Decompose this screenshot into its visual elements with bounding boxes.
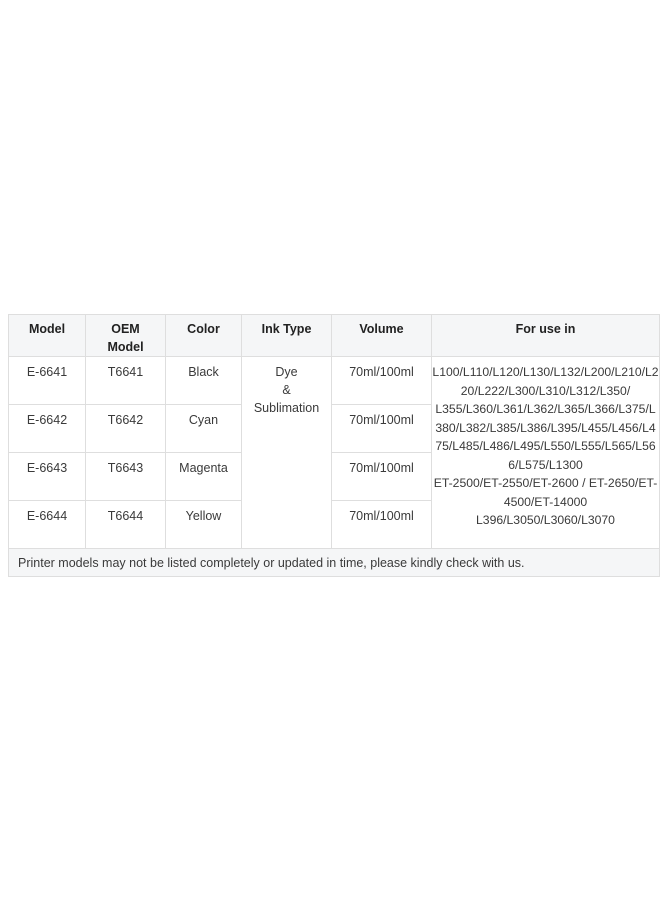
cell-for-use-in: [432, 357, 660, 549]
header-oem-model-line1: OEM: [111, 322, 140, 336]
header-for-use-in: For use in: [432, 315, 660, 357]
cell-oem-model: T6644: [86, 501, 166, 549]
ink-type-line2: &: [282, 383, 291, 397]
header-color: Color: [166, 315, 242, 357]
note-row: [9, 549, 660, 577]
cell-color: Black: [166, 357, 242, 405]
for-use-in-line: L396/L3050/L3060/L3070: [476, 513, 615, 527]
header-ink-type: Ink Type: [242, 315, 332, 357]
ink-type-line3: Sublimation: [253, 401, 320, 415]
table-row: [9, 357, 660, 405]
cell-volume: 70ml/100ml: [332, 501, 432, 549]
cell-ink-type: [242, 357, 332, 549]
ink-type-line1: Dye: [275, 365, 298, 379]
cell-color: Yellow: [166, 501, 242, 549]
compatibility-table: [8, 314, 660, 577]
header-oem-model: [86, 315, 166, 357]
header-model: Model: [9, 315, 86, 357]
cell-model: E-6643: [9, 453, 86, 501]
cell-model: E-6644: [9, 501, 86, 549]
cell-volume: 70ml/100ml: [332, 405, 432, 453]
header-oem-model-line2: Model: [107, 340, 144, 354]
cell-model: E-6642: [9, 405, 86, 453]
cell-oem-model: T6643: [86, 453, 166, 501]
for-use-in-line: L100/L110/L120/L130/L132/L200/L210/L220/L222/L300/L310/L312/L350/: [432, 365, 659, 398]
cell-oem-model: T6642: [86, 405, 166, 453]
cell-volume: 70ml/100ml: [332, 357, 432, 405]
header-volume: Volume: [332, 315, 432, 357]
cell-color: Magenta: [166, 453, 242, 501]
table-note: Printer models may not be listed completely or updated in time, please kindly check with us.: [9, 549, 660, 577]
table-header-row: [9, 315, 660, 357]
for-use-in-line: ET-2500/ET-2550/ET-2600 / ET-2650/ET-4500/ET-14000: [433, 476, 658, 509]
cell-color: Cyan: [166, 405, 242, 453]
cell-model: E-6641: [9, 357, 86, 405]
for-use-in-line: L355/L360/L361/L362/L365/L366/L375/L380/L382/L385/L386/L395/L455/L456/L475/L485/L486/L495/L550/L555/L565/L566/L575/L1300: [435, 402, 656, 472]
cell-oem-model: T6641: [86, 357, 166, 405]
cell-volume: 70ml/100ml: [332, 453, 432, 501]
compatibility-table-container: [8, 314, 659, 577]
